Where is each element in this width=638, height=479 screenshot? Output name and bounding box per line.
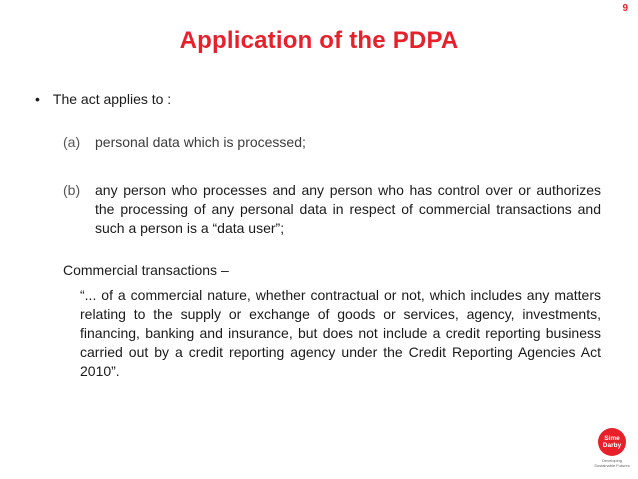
commercial-transactions-heading: Commercial transactions – xyxy=(63,262,229,278)
item-text: personal data which is processed; xyxy=(95,134,306,150)
slide-number: 9 xyxy=(622,3,628,14)
commercial-transactions-quote: “... of a commercial nature, whether contractual or not, which includes any matters relating to the supply or exchange of goods or services, agency, investments, financing, banking and insurance, but does not include a credit reporting business carried out by a credit reporting agency under the Credit Reporting Agencies Act 2010”. xyxy=(80,287,601,379)
company-logo xyxy=(594,428,630,472)
list-item-b xyxy=(63,181,601,238)
logo-name-line1: Sime xyxy=(604,435,620,442)
item-text: any person who processes and any person who has control over or authorizes the processing of any personal data in respect of commercial transactions and such a person is a “data user”; xyxy=(95,182,601,236)
list-item-a xyxy=(63,133,601,152)
item-marker: (a) xyxy=(63,134,81,150)
logo-name-line2: Darby xyxy=(602,442,622,449)
slide-title: Application of the PDPA xyxy=(179,27,459,54)
logo-tagline-line2: Sustainable Futures xyxy=(594,463,630,468)
intro-bullet xyxy=(35,91,171,107)
logo-tagline xyxy=(594,458,630,468)
logo-tagline-line1: Developing xyxy=(601,458,622,463)
bullet-dot: • xyxy=(35,91,40,107)
item-marker: (b) xyxy=(63,182,81,198)
logo-badge xyxy=(598,428,626,456)
intro-text: The act applies to : xyxy=(52,91,172,107)
